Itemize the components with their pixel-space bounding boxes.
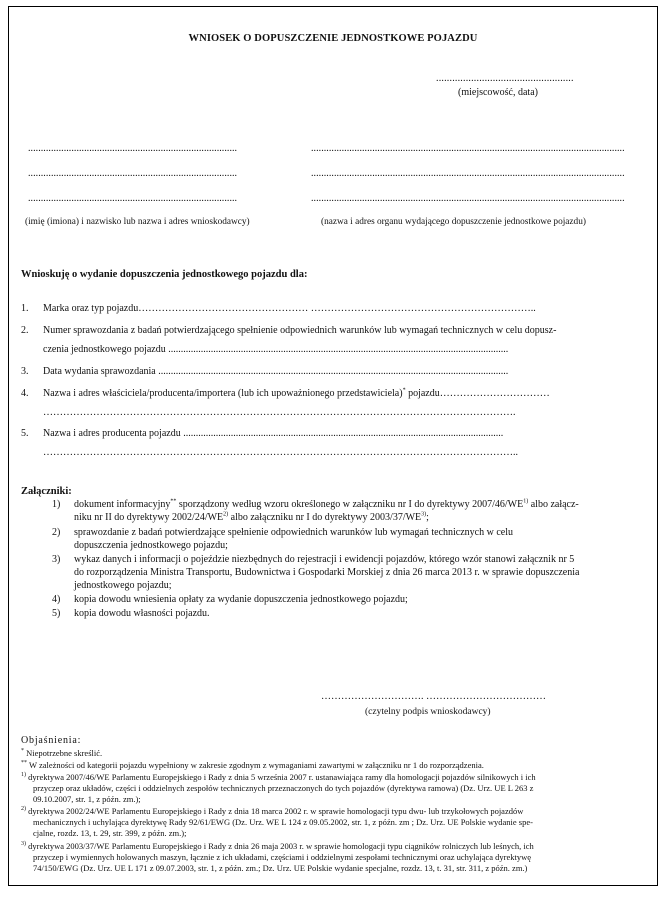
- attachment-1-l2-sup-a: 2): [223, 511, 229, 518]
- signature-field[interactable]: …………………………. ………………………………: [321, 691, 546, 702]
- attachment-1-l2-text-b: albo załączniku nr I do dyrektywy 2003/37/WE: [228, 512, 422, 523]
- note-5-mark: 3): [21, 841, 26, 848]
- note-2: [21, 760, 484, 770]
- authority-field-line-3[interactable]: ...........................................................................................................................: [311, 193, 625, 204]
- attachment-1-sup-a: **: [170, 498, 177, 505]
- attachment-3-line-1: wykaz danych i informacji o pojeździe niezbędnych do rejestracji i ewidencji pojazdów, którego wzór stanowi załącznik nr 5: [74, 554, 575, 565]
- note-4-line-3: cjalne, rozdz. 13, t. 29, str. 399, z późn. zm.);: [33, 828, 187, 838]
- applicant-field-line-3[interactable]: ..................................................................................: [28, 193, 238, 204]
- attachment-3-line-2: do rozporządzenia Ministra Transportu, Budownictwa i Gospodarki Morskiej z dnia 26 marca 2013 r. w sprawie dopuszczenia: [74, 567, 580, 578]
- attachment-1-line-2: [74, 512, 429, 523]
- place-date-field[interactable]: ...................................................: [436, 73, 574, 84]
- item-5-manufacturer-field[interactable]: Nazwa i adres producenta pojazdu ................................................................................................................................: [43, 428, 504, 439]
- note-3-line-2: przyczep oraz układów, części i oddzielnych zespołów technicznych przeznaczonych do tych pojazdów (dyrektywa ramowa) (Dz. Urz. UE L 263 z: [33, 783, 534, 793]
- applicant-field-line-2[interactable]: ..................................................................................: [28, 168, 238, 179]
- item-2-number: 2.: [21, 325, 29, 336]
- attachment-4-number: 4): [52, 594, 61, 605]
- attachment-3-number: 3): [52, 554, 61, 565]
- attachment-4-line-1: kopia dowodu wniesienia opłaty za wydanie dopuszczenia jednostkowego pojazdu;: [74, 594, 408, 605]
- note-3-mark: 1): [21, 772, 26, 779]
- attachment-1-sup-b: 1): [523, 498, 529, 505]
- authority-field-line-1[interactable]: ...........................................................................................................................: [311, 143, 625, 154]
- attachment-1-number: 1): [52, 499, 61, 510]
- note-3-line-3: 09.10.2007, str. 1, z późn. zm.);: [33, 794, 141, 804]
- applicant-field-line-1[interactable]: ..................................................................................: [28, 143, 238, 154]
- note-4-mark: 2): [21, 806, 26, 813]
- note-5-line-1: [21, 841, 534, 851]
- note-2-mark: **: [21, 760, 27, 767]
- attachment-1-line-1: [74, 499, 579, 510]
- signature-label: (czytelny podpis wnioskodawcy): [365, 707, 491, 717]
- attachment-1-l2-text-c: ;: [426, 512, 429, 523]
- note-5-line-2: przyczep i wymiennych holowanych maszyn, łącznie z ich układami, częściami i oddzielnymi zespołami technicznymi oraz uchylająca dyrektywę: [33, 852, 531, 862]
- note-3-text-1: dyrektywa 2007/46/WE Parlamentu Europejskiego i Rady z dnia 5 września 2007 r. ustanawiająca ramy dla homologacji pojazdów silnikowych i ich: [26, 772, 536, 782]
- attachment-1-text-b: sporządzony według wzoru określonego w załączniku nr I do dyrektywy 2007/46/WE: [176, 499, 524, 510]
- note-5-text-1: dyrektywa 2003/37/WE Parlamentu Europejskiego i Rady z dnia 26 maja 2003 r. w sprawie homologacji typu ciągników rolniczych lub leśnych, ich: [26, 841, 534, 851]
- item-4-owner-field-cont[interactable]: …………………………………………………………………………………………………………………………….: [43, 407, 516, 418]
- item-4-owner-field[interactable]: [43, 388, 550, 399]
- attachment-1-l2-text-a: niku nr II do dyrektywy 2002/24/WE: [74, 512, 224, 523]
- note-3-line-1: [21, 772, 536, 782]
- item-3-report-date-field[interactable]: Data wydania sprawozdania ............................................................................................................................................: [43, 366, 509, 377]
- attachment-5-line-1: kopia dowodu własności pojazdu.: [74, 608, 210, 619]
- item-1-number: 1.: [21, 303, 29, 314]
- attachment-5-number: 5): [52, 608, 61, 619]
- notes-heading: Objaśnienia:: [21, 735, 82, 746]
- item-4-number: 4.: [21, 388, 29, 399]
- form-title: WNIOSEK O DOPUSZCZENIE JEDNOSTKOWE POJAZDU: [188, 33, 478, 44]
- note-5-line-3: 74/150/EWG (Dz. Urz. UE L 171 z 09.07.2003, str. 1, z późn. zm.; Dz. Urz. UE Polskie wydanie specjalne, rozdz. 13, t. 31, str. 311, z późn. zm.): [33, 863, 528, 873]
- item-5-number: 5.: [21, 428, 29, 439]
- note-1: [21, 748, 102, 758]
- item-1-vehicle-make-field[interactable]: Marka oraz typ pojazdu…………………………………………… …………………………………………………………..: [43, 303, 536, 314]
- item-2-report-number-text: Numer sprawozdania z badań potwierdzającego spełnienie odpowiednich warunków lub wymagań technicznych w celu dopusz-: [43, 325, 557, 336]
- authority-field-line-2[interactable]: ...........................................................................................................................: [311, 168, 625, 179]
- note-4-line-2: mechanicznych i uchylająca dyrektywę Rady 92/61/EWG (Dz. Urz. WE L 124 z 09.05.2002, str. 1, z późn. zm ; Dz. Urz. UE Polskie wydanie spe-: [33, 817, 533, 827]
- item-2-report-number-field[interactable]: czenia jednostkowego pojazdu ........................................................................................................................................: [43, 344, 509, 355]
- attachment-2-line-2: dopuszczenia jednostkowego pojazdu;: [74, 540, 228, 551]
- attachment-1-text-c: albo załącz-: [528, 499, 579, 510]
- attachment-1-l2-sup-b: 3): [421, 511, 427, 518]
- note-1-mark: *: [21, 748, 24, 755]
- attachment-1-text-a: dokument informacyjny: [74, 499, 171, 510]
- applicant-label: (imię (imiona) i nazwisko lub nazwa i adres wnioskodawcy): [25, 217, 250, 227]
- note-4-text-1: dyrektywa 2002/24/WE Parlamentu Europejskiego i Rady z dnia 18 marca 2002 r. w sprawie homologacji typu dwu- lub trzykołowych pojazdów: [26, 806, 524, 816]
- attachment-2-line-1: sprawozdanie z badań potwierdzające spełnienie odpowiednich warunków lub wymagań technicznych w celu: [74, 527, 513, 538]
- attachment-2-number: 2): [52, 527, 61, 538]
- item-4-footnote-mark: *: [402, 387, 406, 394]
- application-form-page: [8, 6, 658, 886]
- attachments-heading: Załączniki:: [21, 486, 72, 497]
- item-4-text: Nazwa i adres właściciela/producenta/importera (lub ich upoważnionego przedstawiciela): [43, 388, 403, 399]
- attachment-3-line-3: jednostkowego pojazdu;: [74, 580, 172, 591]
- item-5-manufacturer-field-cont[interactable]: ……………………………………………………………………………………………………………………………..: [43, 447, 518, 458]
- item-4-dots: pojazdu……………………………: [405, 388, 550, 399]
- request-heading: Wnioskuję o wydanie dopuszczenia jednostkowego pojazdu dla:: [21, 269, 308, 280]
- authority-label: (nazwa i adres organu wydającego dopuszczenie jednostkowe pojazdu): [321, 217, 586, 227]
- place-date-label: (miejscowość, data): [458, 87, 538, 98]
- note-4-line-1: [21, 806, 523, 816]
- note-2-text: W zależności od kategorii pojazdu wypełniony w zakresie zgodnym z wymaganiami zawartymi w załączniku nr 1 do rozporządzenia.: [27, 760, 484, 770]
- item-3-number: 3.: [21, 366, 29, 377]
- note-1-text: Niepotrzebne skreślić.: [24, 748, 103, 758]
